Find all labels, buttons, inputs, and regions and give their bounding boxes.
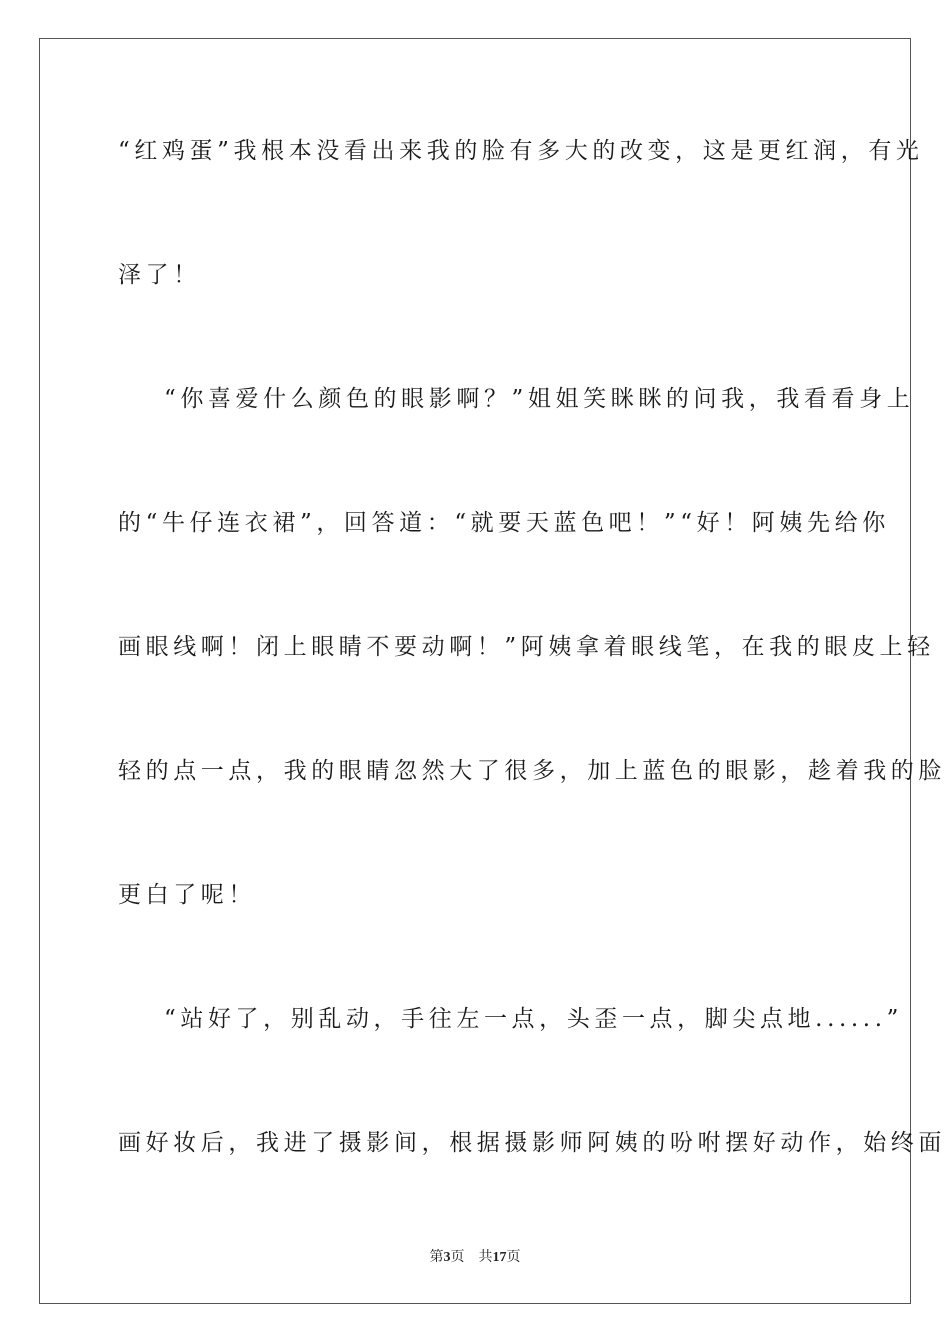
footer-total-number: 17 [492,1250,507,1265]
body-line-4: 的“牛仔连衣裙”，回答道：“就要天蓝色吧！”“好！阿姨先给你 [118,510,890,536]
body-line-6: 轻的点一点，我的眼睛忽然大了很多，加上蓝色的眼影，趁着我的脸 [118,758,946,784]
body-line-9: 画好妆后，我进了摄影间，根据摄影师阿姨的吩咐摆好动作，始终面 [118,1130,946,1156]
body-line-5: 画眼线啊！闭上眼睛不要动啊！”阿姨拿着眼线笔，在我的眼皮上轻 [118,634,935,660]
footer-page-number: 3 [443,1250,451,1265]
footer-page-prefix: 第 [429,1249,444,1265]
body-line-1: “红鸡蛋”我根本没看出来我的脸有多大的改变，这是更红润，有光 [118,138,924,164]
body-line-2: 泽了！ [118,262,201,288]
footer-total-prefix: 共 [478,1249,493,1265]
footer-page-suffix: 页 [450,1249,465,1265]
footer-total-suffix: 页 [506,1249,521,1265]
page-border [39,38,946,1304]
body-line-8: “站好了，别乱动，手往左一点，头歪一点，脚尖点地......” [164,1006,903,1032]
body-line-7: 更白了呢！ [118,882,256,908]
body-line-3: “你喜爱什么颜色的眼影啊？”姐姐笑眯眯的问我，我看看身上 [164,386,915,412]
page-footer [0,1248,950,1267]
